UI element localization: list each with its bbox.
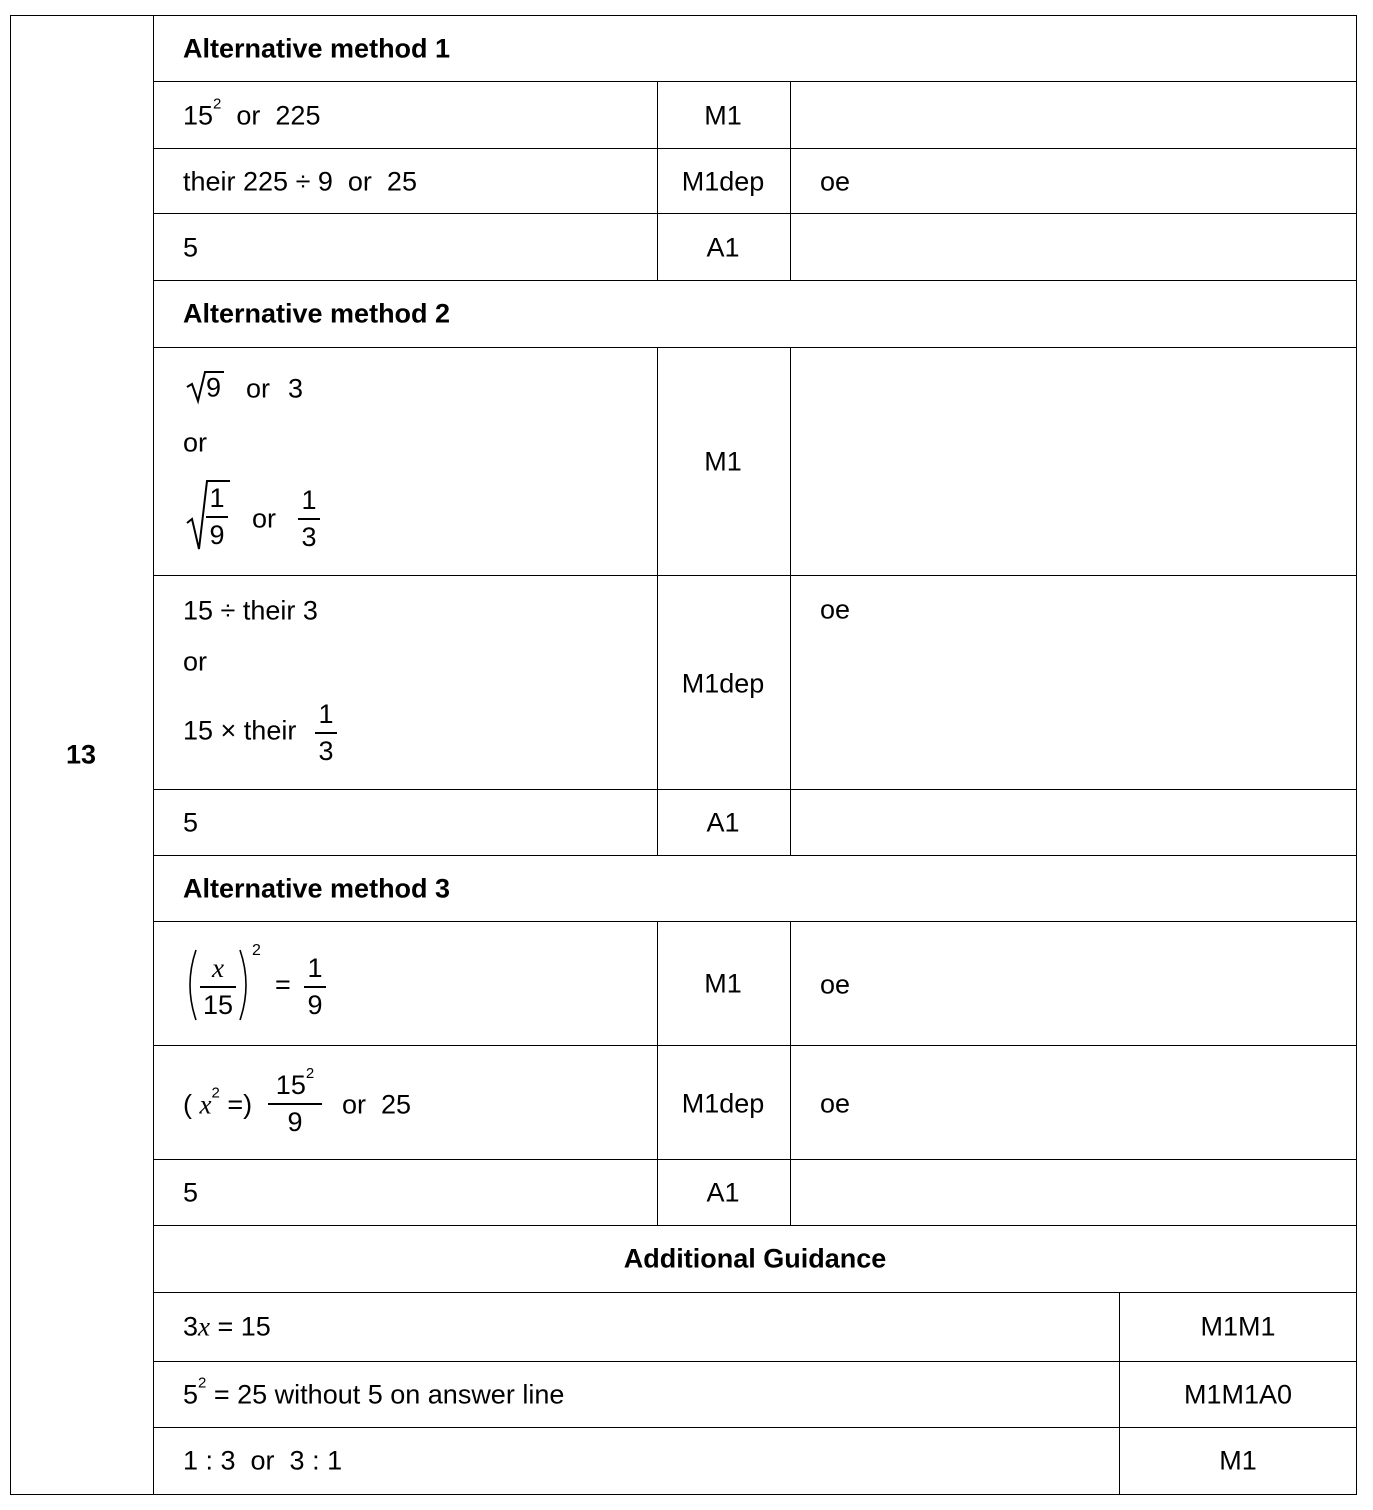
x-over-15-fraction bbox=[200, 955, 236, 1019]
one-ninth-fraction bbox=[304, 955, 326, 1019]
row-divider bbox=[153, 921, 1357, 922]
alternative-value: or 225 bbox=[236, 100, 321, 131]
mark-column-divider bbox=[657, 921, 658, 1226]
mark: A1 bbox=[706, 232, 740, 263]
row-divider bbox=[153, 1361, 1357, 1362]
numerator: 1 bbox=[318, 699, 334, 729]
radicand: 9 bbox=[206, 372, 222, 403]
value-text: 3 bbox=[288, 373, 304, 404]
variable-x: x bbox=[212, 953, 224, 983]
variable-x: x bbox=[199, 1089, 212, 1120]
denominator: 3 bbox=[301, 522, 317, 552]
table-border-left bbox=[10, 15, 11, 1495]
close-text: =) bbox=[227, 1089, 253, 1120]
guidance-row-3-text: 1 : 3 or 3 : 1 bbox=[183, 1445, 343, 1476]
radicand-fraction bbox=[206, 485, 228, 549]
mark: M1 bbox=[704, 968, 742, 999]
comment: oe bbox=[820, 1088, 851, 1119]
or-text: or bbox=[246, 373, 271, 404]
method-1-answer: 5 bbox=[183, 232, 199, 263]
or-text: or bbox=[252, 503, 277, 534]
numerator: $15^2$ bbox=[275, 1065, 315, 1100]
mark: M1dep bbox=[681, 668, 765, 699]
row-divider bbox=[153, 1225, 1357, 1226]
x-squared-expression bbox=[183, 1084, 253, 1120]
mark: M1dep bbox=[681, 166, 765, 197]
row-divider bbox=[153, 1045, 1357, 1046]
denominator: 15 bbox=[202, 990, 234, 1020]
table-border-top bbox=[10, 15, 1357, 16]
comment: oe bbox=[820, 969, 851, 1000]
denominator: 9 bbox=[287, 1107, 303, 1137]
right-parenthesis bbox=[238, 948, 252, 1022]
numerator: 1 bbox=[209, 483, 225, 513]
left-parenthesis bbox=[184, 948, 198, 1022]
method-2-answer: 5 bbox=[183, 807, 199, 838]
alternative-value: or 25 bbox=[342, 1089, 412, 1120]
additional-guidance-title: Additional Guidance bbox=[623, 1243, 887, 1274]
or-text: or bbox=[183, 427, 208, 458]
mark: M1dep bbox=[681, 1088, 765, 1119]
row-divider bbox=[153, 789, 1357, 790]
row-divider bbox=[153, 855, 1357, 856]
method-1-step-2-working: their 225 ÷ 9 or 25 bbox=[183, 166, 417, 197]
equals-sign: = bbox=[275, 969, 291, 1000]
exponent: 2 bbox=[252, 942, 261, 959]
denominator: 9 bbox=[307, 990, 323, 1020]
comment: oe bbox=[820, 594, 851, 625]
result-fraction bbox=[298, 487, 320, 551]
exponent: 2 bbox=[198, 1374, 207, 1392]
mark: M1 bbox=[704, 446, 742, 477]
row-divider bbox=[153, 1427, 1357, 1428]
comment-column-divider bbox=[790, 81, 791, 281]
numerator: 1 bbox=[301, 485, 317, 515]
comment-column-divider bbox=[790, 347, 791, 856]
exponent: 2 bbox=[213, 95, 222, 113]
comment-column-divider bbox=[790, 921, 791, 1226]
method-1-title: Alternative method 1 bbox=[183, 33, 451, 64]
question-column-divider bbox=[153, 15, 154, 1495]
guidance-row-1-text: 3x = 15 bbox=[183, 1311, 271, 1342]
method-2-step-2-line-1: 15 ÷ their 3 bbox=[183, 595, 318, 626]
denominator: 3 bbox=[318, 736, 334, 766]
open-paren: ( bbox=[183, 1089, 192, 1120]
mark: M1 bbox=[704, 100, 742, 131]
row-divider bbox=[153, 280, 1357, 281]
row-divider bbox=[153, 81, 1357, 82]
exponent: 2 bbox=[211, 1084, 220, 1102]
row-divider bbox=[153, 148, 1357, 149]
comment: oe bbox=[820, 166, 851, 197]
base-value: 15 bbox=[183, 100, 214, 131]
denominator: 9 bbox=[209, 520, 225, 550]
method-2-title: Alternative method 2 bbox=[183, 298, 451, 329]
fifteen-squared-over-nine bbox=[268, 1065, 322, 1137]
mark-column-divider bbox=[657, 347, 658, 856]
or-text: or bbox=[183, 646, 208, 677]
guidance-mark: M1 bbox=[1219, 1445, 1257, 1476]
row-divider bbox=[153, 213, 1357, 214]
table-border-right bbox=[1356, 15, 1357, 1495]
row-divider bbox=[153, 1292, 1357, 1293]
method-2-step-2-line-3: 15 × their bbox=[183, 715, 297, 746]
variable-x: x bbox=[198, 1311, 211, 1342]
row-divider bbox=[153, 1159, 1357, 1160]
table-border-bottom bbox=[10, 1494, 1357, 1495]
mark-column-divider bbox=[657, 81, 658, 281]
row-divider bbox=[153, 347, 1357, 348]
mark: A1 bbox=[706, 807, 740, 838]
guidance-row-2-text: $5^2 = 25$ without 5 on answer line bbox=[183, 1374, 565, 1410]
row-divider bbox=[153, 575, 1357, 576]
method-3-title: Alternative method 3 bbox=[183, 873, 451, 904]
method-3-answer: 5 bbox=[183, 1177, 199, 1208]
mark: A1 bbox=[706, 1177, 740, 1208]
numerator: 1 bbox=[307, 953, 323, 983]
guidance-mark-divider bbox=[1119, 1292, 1120, 1495]
method-1-step-1-working bbox=[183, 95, 321, 131]
their-fraction bbox=[315, 701, 337, 765]
guidance-mark: M1M1A0 bbox=[1183, 1379, 1293, 1410]
guidance-mark: M1M1 bbox=[1200, 1311, 1276, 1342]
question-number: 13 bbox=[66, 739, 97, 770]
